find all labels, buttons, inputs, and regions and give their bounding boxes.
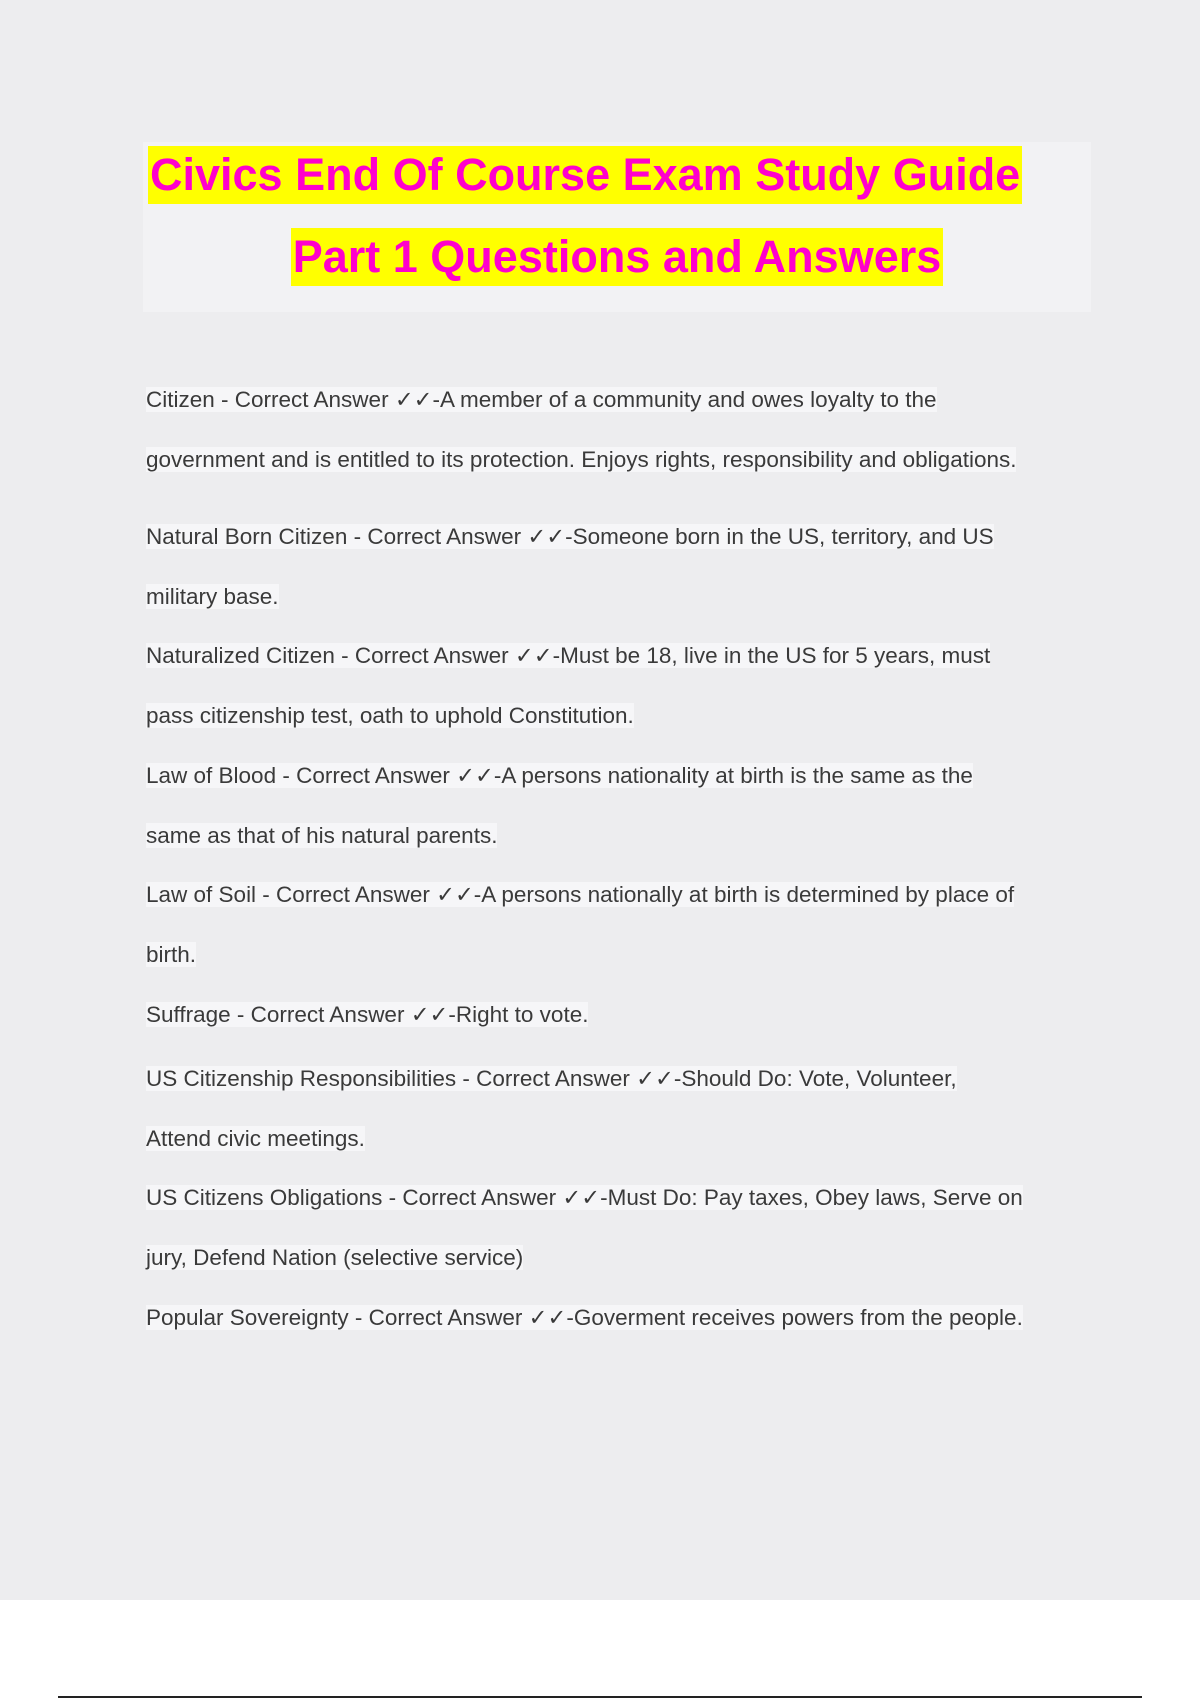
qa-entry-line (146, 1168, 1106, 1228)
qa-entry-text: Natural Born Citizen - Correct Answer ✓✓-Someone born in the US, territory, and US (146, 524, 994, 549)
title-block (143, 142, 1091, 312)
qa-entry-suffrage (146, 985, 1106, 1045)
qa-entry-law-of-soil (146, 865, 1106, 985)
qa-entry-text: Law of Soil - Correct Answer ✓✓-A persons nationally at birth is determined by place of (146, 882, 1015, 907)
qa-entry-line (146, 865, 1106, 925)
qa-entry-text: government and is entitled to its protection. Enjoys rights, responsibility and obligations. (146, 447, 1017, 472)
qa-entry-text: Naturalized Citizen - Correct Answer ✓✓-Must be 18, live in the US for 5 years, must (146, 643, 991, 668)
qa-entry-citizen (146, 370, 1106, 490)
qa-entry-line (146, 567, 1106, 627)
qa-entry-line (146, 925, 1106, 985)
qa-entry-text: pass citizenship test, oath to uphold Constitution. (146, 703, 634, 728)
qa-entry-text: jury, Defend Nation (selective service) (146, 1245, 524, 1270)
qa-entry-line (146, 1049, 1106, 1109)
qa-entry-line (146, 370, 1106, 430)
qa-entry-line (146, 1288, 1106, 1348)
bottom-divider (58, 1696, 1142, 1698)
qa-entry-line (146, 806, 1106, 866)
document-title-line-1: Civics End Of Course Exam Study Guide (148, 146, 1022, 204)
qa-entry-text: Attend civic meetings. (146, 1126, 365, 1151)
qa-entry-popular-sovereignty (146, 1288, 1106, 1348)
qa-entry-text: US Citizens Obligations - Correct Answer ✓✓-Must Do: Pay taxes, Obey laws, Serve on (146, 1185, 1023, 1210)
qa-entry-text: birth. (146, 942, 197, 967)
qa-entry-line (146, 1228, 1106, 1288)
qa-entry-us-citizens-obligations (146, 1168, 1106, 1288)
qa-entry-text: same as that of his natural parents. (146, 823, 498, 848)
qa-entry-text: Suffrage - Correct Answer ✓✓-Right to vote. (146, 1002, 589, 1027)
qa-entry-line (146, 686, 1106, 746)
qa-entry-text: Citizen - Correct Answer ✓✓-A member of a community and owes loyalty to the (146, 387, 937, 412)
qa-entry-text: Law of Blood - Correct Answer ✓✓-A persons nationality at birth is the same as the (146, 763, 973, 788)
qa-entry-text: Popular Sovereignty - Correct Answer ✓✓-Goverment receives powers from the people. (146, 1305, 1023, 1330)
qa-entry-line (146, 507, 1106, 567)
document-title-line-2: Part 1 Questions and Answers (291, 228, 944, 286)
qa-entry-line (146, 430, 1106, 490)
qa-entry-line (146, 985, 1106, 1045)
qa-entry-us-citizenship-responsibilities (146, 1049, 1106, 1169)
qa-entry-natural-born-citizen (146, 507, 1106, 627)
qa-entry-line (146, 746, 1106, 806)
qa-entry-line (146, 626, 1106, 686)
qa-entry-text: military base. (146, 584, 279, 609)
qa-entry-line (146, 1109, 1106, 1169)
qa-entry-text: US Citizenship Responsibilities - Correct Answer ✓✓-Should Do: Vote, Volunteer, (146, 1066, 957, 1091)
qa-entry-naturalized-citizen (146, 626, 1106, 746)
qa-entry-law-of-blood (146, 746, 1106, 866)
